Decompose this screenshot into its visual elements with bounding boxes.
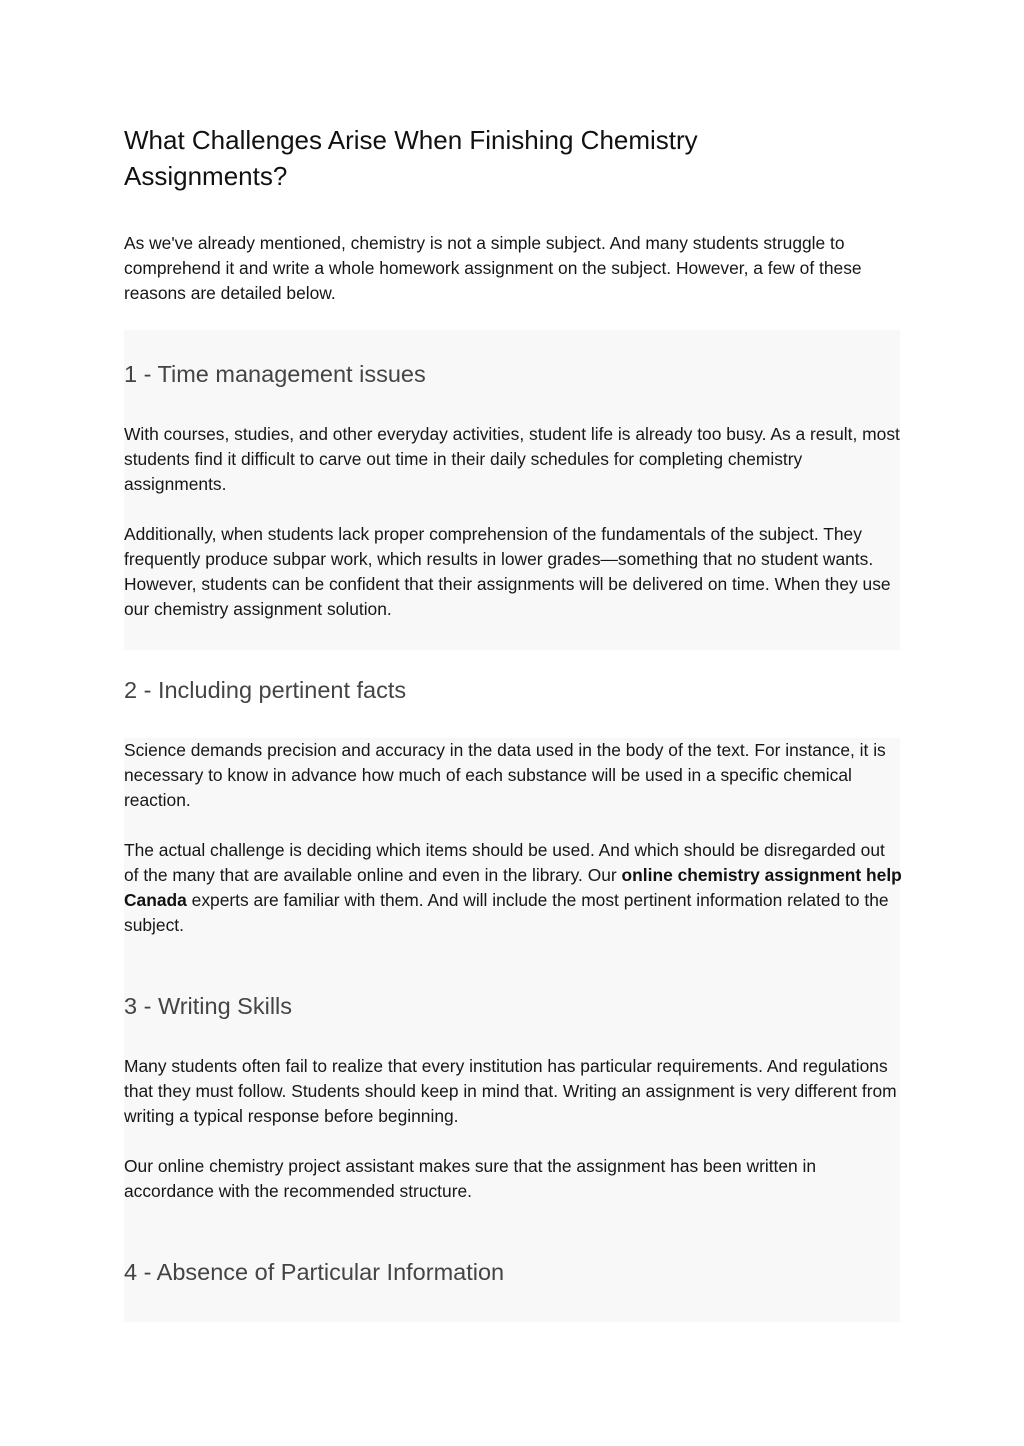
section-1-paragraph-2: Additionally, when students lack proper comprehension of the fundamentals of the subject. They frequently produce subpar work, which results in lower grades—something that no student wants. However, students can be confident that their assignments will be delivered on time. When they use our chemistry assignment solution. [124, 524, 891, 619]
section-heading-time-management: 1 - Time management issues [124, 361, 426, 387]
section-heading-absence-of-information: 4 - Absence of Particular Information [124, 1259, 505, 1285]
help-link-text: online chemistry assignment help Canada [124, 865, 902, 910]
section-2-paragraph-2-text-end: experts are familiar with them. And will include the most pertinent information related to the subject. [124, 890, 889, 935]
section-heading-writing-skills: 3 - Writing Skills [124, 993, 293, 1019]
page-title: What Challenges Arise When Finishing Chemistry Assignments? [124, 125, 698, 191]
section-3-paragraph-1: Many students often fail to realize that every institution has particular requirements. And regulations that they must follow. Students should keep in mind that. Writing an assignment is very different from writing a typical response before beginning. [124, 1056, 897, 1126]
section-2-paragraph-1: Science demands precision and accuracy in the data used in the body of the text. For instance, it is necessary to know in advance how much of each substance will be used in a specific chemical reaction. [124, 740, 886, 810]
section-3-paragraph-2: Our online chemistry project assistant makes sure that the assignment has been written in accordance with the recommended structure. [124, 1156, 817, 1201]
intro-paragraph: As we've already mentioned, chemistry is not a simple subject. And many students struggle to comprehend it and write a whole homework assignment on the subject. However, a few of these reasons are detailed below. [124, 233, 862, 303]
section-2-background [124, 738, 900, 1322]
section-1-paragraph-1: With courses, studies, and other everyday activities, student life is already too busy. As a result, most students find it difficult to carve out time in their daily schedules for completing chemistry assignments. [124, 424, 900, 494]
section-heading-pertinent-facts: 2 - Including pertinent facts [124, 677, 407, 703]
section-2-paragraph-2-text-start: The actual challenge is deciding which items should be used. And which should be disregarded out of the many that are available online and even in the library. Our [124, 840, 885, 885]
section-2-paragraph-2 [124, 838, 904, 938]
